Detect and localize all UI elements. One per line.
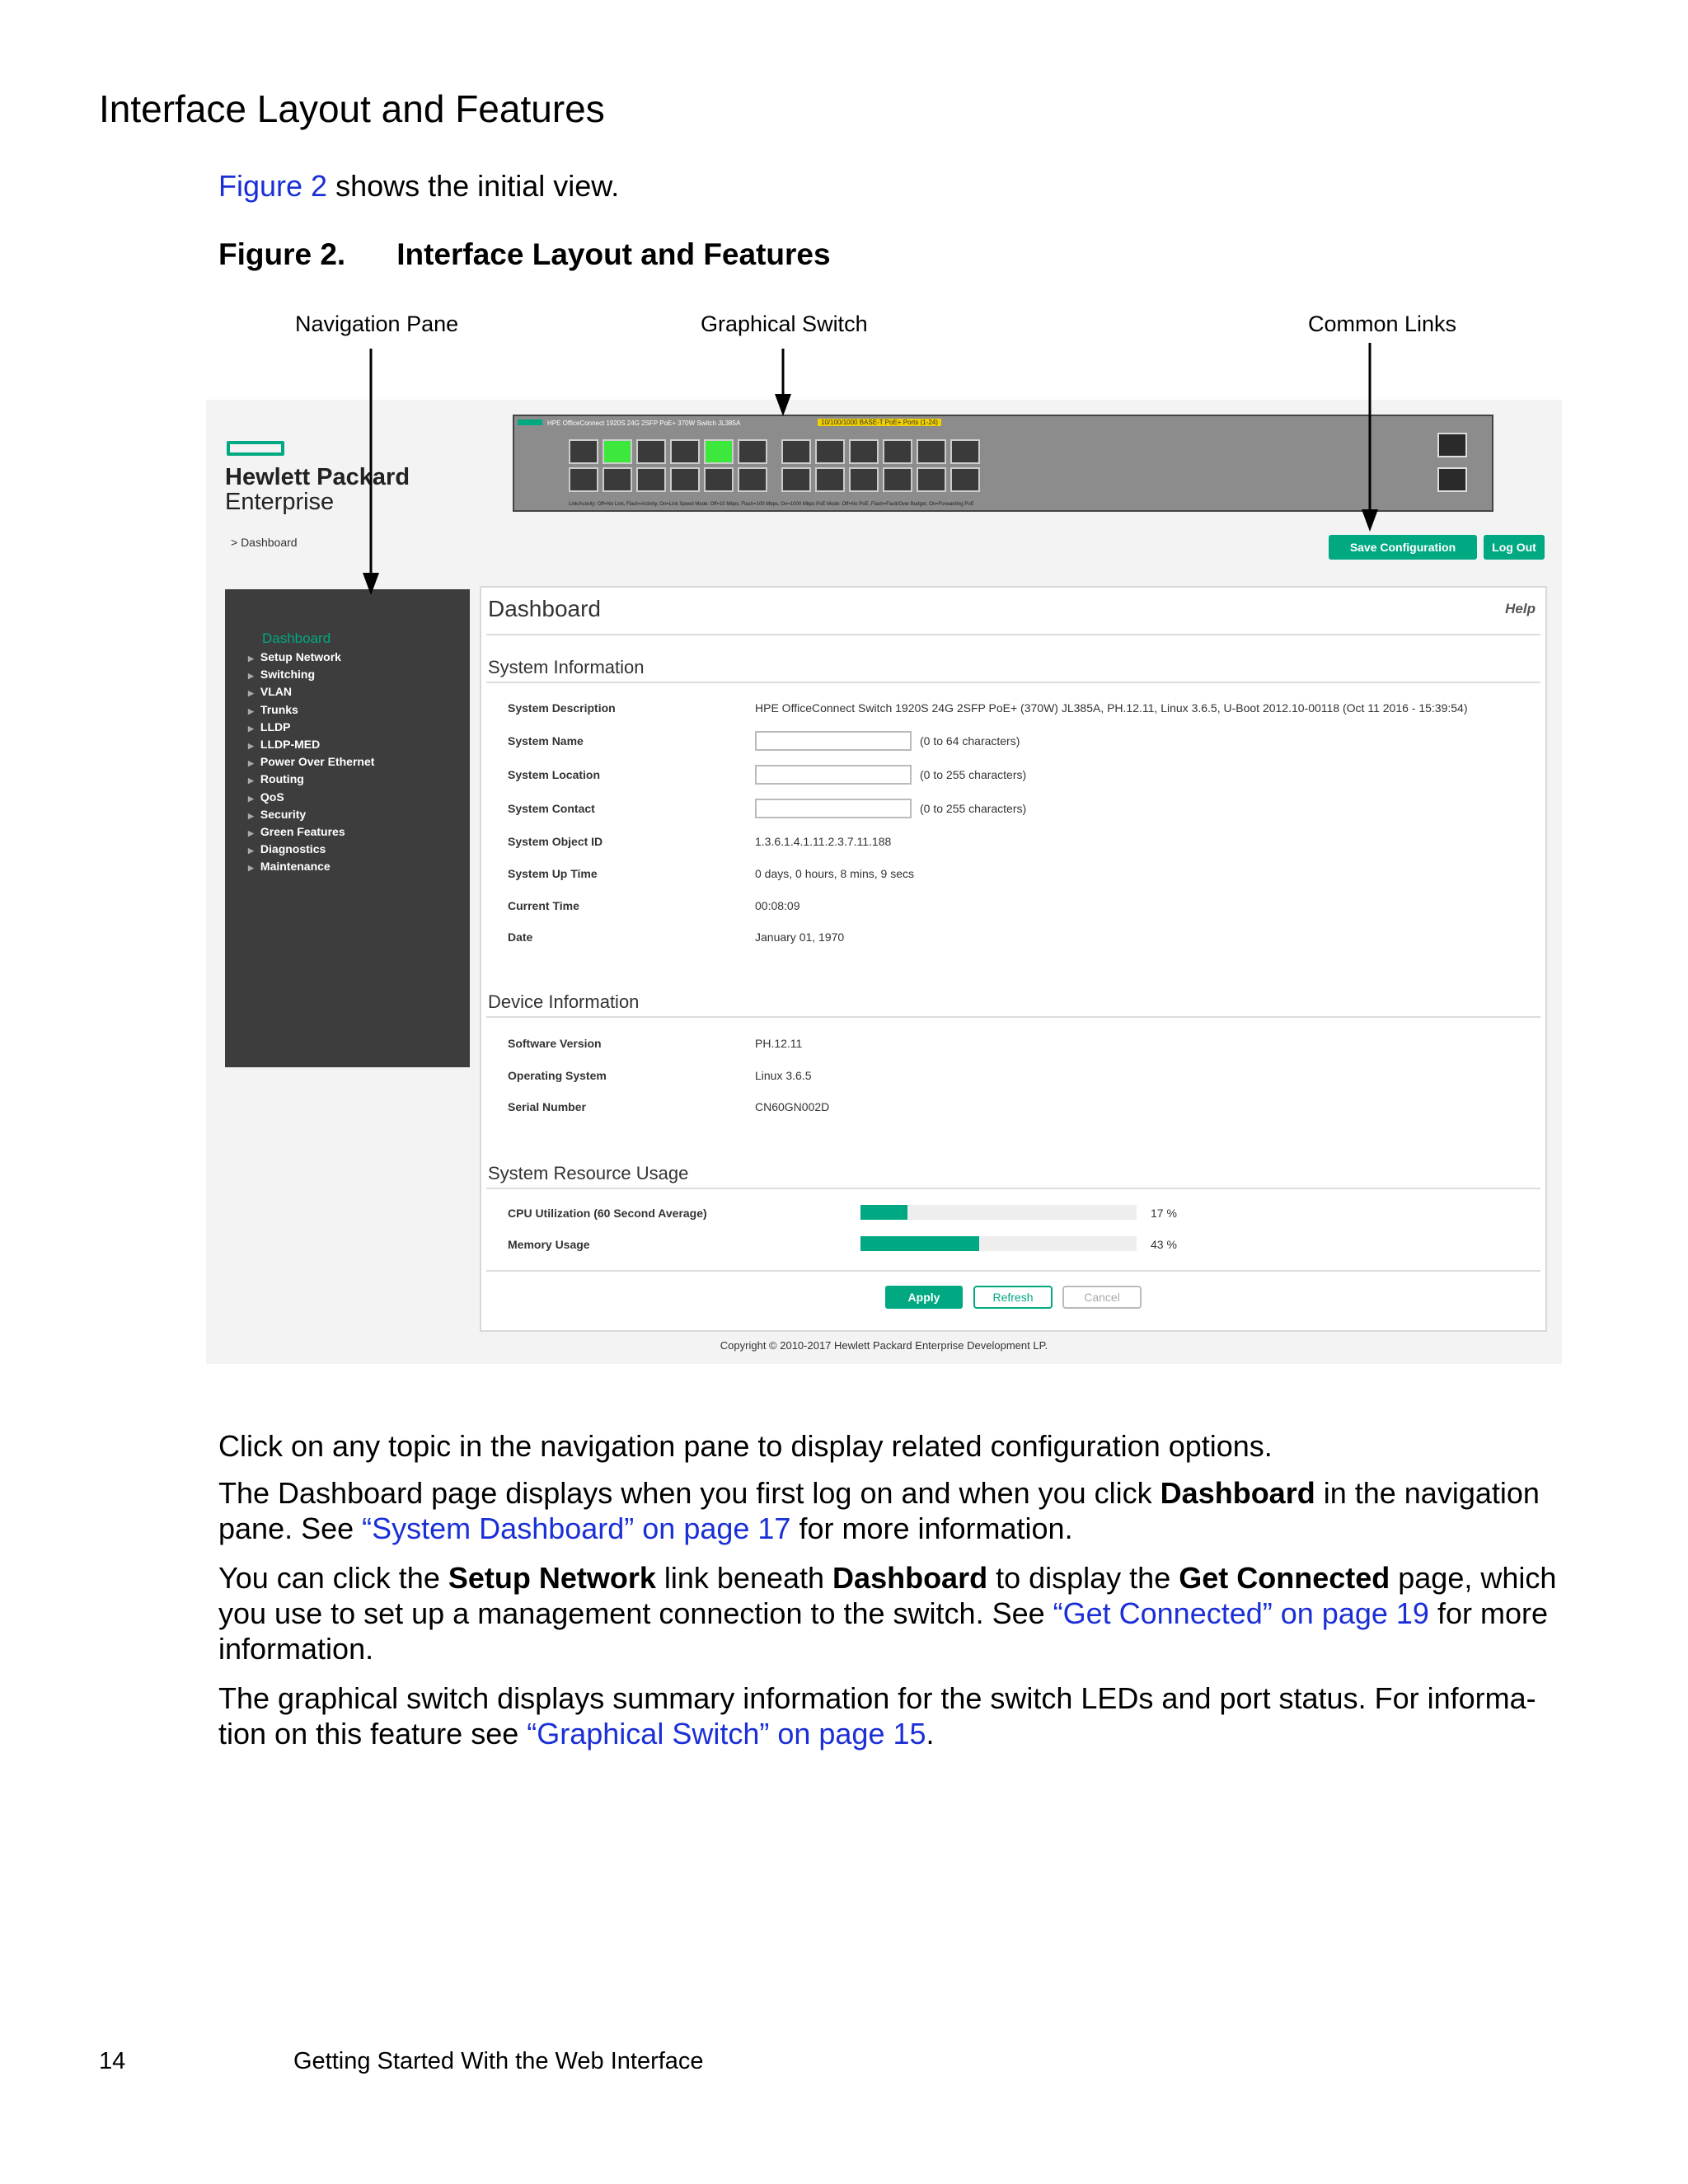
switch-model: HPE OfficeConnect 1920S 24G 2SFP PoE+ 370W Switch JL385A [547,419,741,427]
arrow-head-icon [775,394,791,416]
apply-button[interactable]: Apply [885,1286,963,1309]
brand-name: Hewlett Packard [225,464,410,490]
graphical-switch-link[interactable]: “Graphical Switch” on page 15 [527,1717,926,1750]
system-location-label: System Location [508,768,601,781]
paragraph-4: The graphical switch displays summary information for the switch LEDs and port status. For informa-tion on this feature see “Graphical Switch” on page 15. [218,1681,1536,1750]
nav-item-diagnostics[interactable]: ▶ Diagnostics [248,842,326,856]
callout-navigation-pane: Navigation Pane [295,312,459,336]
system-resource-usage-heading: System Resource Usage [488,1163,689,1183]
expand-arrow-icon: ▶ [248,724,254,733]
cancel-button[interactable]: Cancel [1062,1286,1142,1309]
memory-usage-value: 43 % [1151,1238,1177,1251]
log-out-button[interactable]: Log Out [1484,535,1545,560]
intro-text: Figure 2 shows the initial view. [218,169,620,203]
refresh-button[interactable]: Refresh [973,1286,1053,1309]
cpu-utilization-label: CPU Utilization (60 Second Average) [508,1207,707,1220]
save-configuration-button[interactable]: Save Configuration [1329,535,1477,560]
current-time-value: 00:08:09 [755,899,800,912]
paragraph-3: You can click the Setup Network link beneath Dashboard to display the Get Connected page, which you use to set up a management connection to the switch. See “Get Connected” on page 19 for more information. [218,1561,1557,1666]
expand-arrow-icon: ▶ [248,706,254,715]
footer-title: Getting Started With the Web Interface [293,2048,704,2074]
system-description-label: System Description [508,701,616,715]
nav-item-green-features[interactable]: ▶ Green Features [248,825,345,838]
system-name-hint: (0 to 64 characters) [920,734,1020,748]
device-information-heading: Device Information [488,991,640,1012]
paragraph-1: Click on any topic in the navigation pane to display related configuration options. [218,1429,1273,1463]
system-up-time-label: System Up Time [508,867,598,880]
date-label: Date [508,930,533,944]
expand-arrow-icon: ▶ [248,811,254,820]
nav-item-qos[interactable]: ▶ QoS [248,790,284,804]
nav-item-lldp[interactable]: ▶ LLDP [248,719,291,733]
system-object-id-value: 1.3.6.1.4.1.11.2.3.7.11.188 [755,835,892,848]
panel-title: Dashboard [488,596,601,621]
expand-arrow-icon: ▶ [248,776,254,785]
breadcrumb[interactable]: > Dashboard [231,536,298,549]
paragraph-2: The Dashboard page displays when you first log on and when you click Dashboard in the navigation pane. See “System Dashboard” on page 17 for more information. [218,1476,1540,1545]
operating-system-value: Linux 3.6.5 [755,1069,812,1082]
date-value: January 01, 1970 [755,930,845,944]
nav-item-trunks[interactable]: ▶ Trunks [248,702,298,716]
serial-number-label: Serial Number [508,1100,586,1113]
get-connected-link[interactable]: “Get Connected” on page 19 [1053,1596,1429,1630]
nav-item-lldp-med[interactable]: ▶ LLDP-MED [248,738,321,751]
system-object-id-label: System Object ID [508,835,603,848]
system-name-label: System Name [508,734,584,748]
serial-number-value: CN60GN002D [755,1100,830,1113]
nav-item-security[interactable]: ▶ Security [248,807,307,821]
section-heading: Interface Layout and Features [99,87,605,130]
switch-ports-label: 10/100/1000 BASE-T PoE+ Ports (1-24) [818,419,941,426]
expand-arrow-icon: ▶ [248,864,254,873]
copyright: Copyright © 2010-2017 Hewlett Packard Enterprise Development LP. [720,1339,1048,1352]
nav-item-routing[interactable]: ▶ Routing [248,772,304,786]
expand-arrow-icon: ▶ [248,846,254,855]
switch-legend: Link/Activity: Off=No Link, Flash=Activity, On=Link Speed Mode: Off=10 Mbps, Flash=100 Mbps, On=1000 Mbps PoE Mode: Off=No PoE, Flash=Fault/Over Budget, On=Forwarding PoE [569,502,974,507]
current-time-label: Current Time [508,899,579,912]
nav-item-switching[interactable]: ▶ Switching [248,668,316,682]
expand-arrow-icon: ▶ [248,759,254,768]
system-location-hint: (0 to 255 characters) [920,768,1027,781]
page-number: 14 [99,2048,126,2074]
nav-item-maintenance[interactable]: ▶ Maintenance [248,860,331,874]
callout-graphical-switch: Graphical Switch [701,312,868,336]
software-version-value: PH.12.11 [755,1037,803,1050]
figure-link[interactable]: Figure 2 [218,169,328,203]
operating-system-label: Operating System [508,1069,607,1082]
cpu-utilization-value: 17 % [1151,1207,1177,1220]
nav-item-power-over-ethernet[interactable]: ▶ Power Over Ethernet [248,755,375,769]
software-version-label: Software Version [508,1037,602,1050]
brand-sub: Enterprise [225,489,335,515]
system-description-value: HPE OfficeConnect Switch 1920S 24G 2SFP PoE+ (370W) JL385A, PH.12.11, Linux 3.6.5, U-Boot 2012.10-00118 (Oct 11 2016 - 15:39:54) [755,701,1468,715]
expand-arrow-icon: ▶ [248,672,254,681]
expand-arrow-icon: ▶ [248,742,254,750]
arrow-head-icon [1362,509,1378,532]
system-contact-hint: (0 to 255 characters) [920,802,1027,815]
nav-item-vlan[interactable]: ▶ VLAN [248,685,293,699]
nav-item-dashboard[interactable]: Dashboard [262,630,331,646]
expand-arrow-icon: ▶ [248,654,254,663]
system-up-time-value: 0 days, 0 hours, 8 mins, 9 secs [755,867,914,880]
help-link[interactable]: Help [1505,601,1536,616]
system-information-heading: System Information [488,657,645,677]
nav-item-setup-network[interactable]: ▶ Setup Network [248,650,341,663]
expand-arrow-icon: ▶ [248,829,254,837]
callout-common-links: Common Links [1308,312,1457,336]
system-contact-label: System Contact [508,802,595,815]
system-dashboard-link[interactable]: “System Dashboard” on page 17 [362,1511,791,1545]
memory-usage-label: Memory Usage [508,1238,590,1251]
expand-arrow-icon: ▶ [248,794,254,803]
figure-caption: Figure 2. Interface Layout and Features [218,237,831,271]
expand-arrow-icon: ▶ [248,689,254,698]
arrow-head-icon [363,573,379,595]
